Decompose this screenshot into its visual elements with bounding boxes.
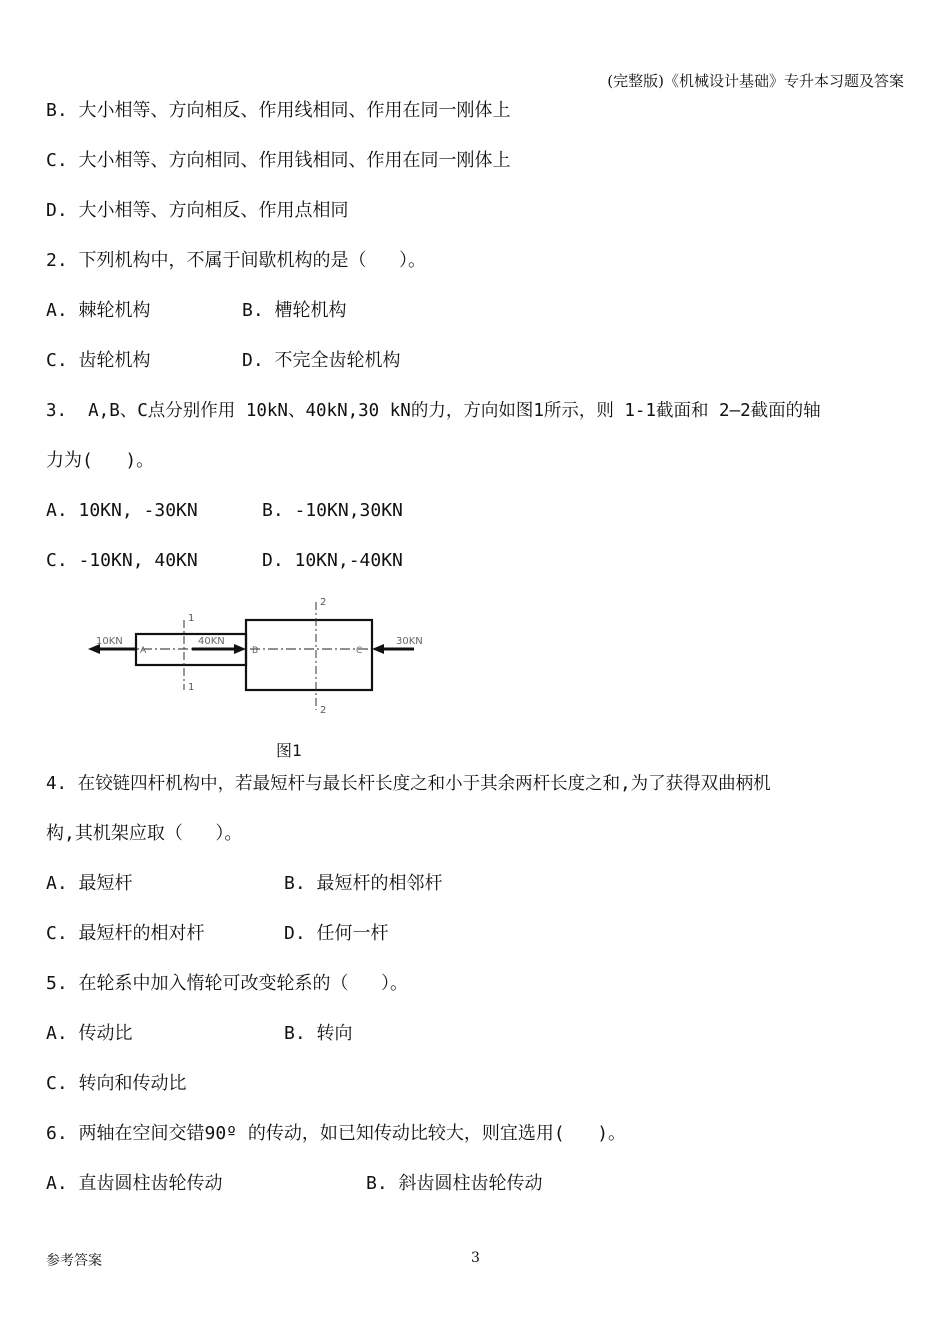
q6-stem: 6. 两轴在空间交错90º 的传动，如已知传动比较大，则宜选用( )。	[46, 1123, 627, 1144]
q1-option-b: B. 大小相等、方向相反、作用线相同、作用在同一刚体上	[46, 100, 511, 121]
section-2-label-bottom: 2	[320, 705, 327, 716]
q2-option-c: C. 齿轮机构	[46, 350, 151, 371]
q2-option-a: A. 棘轮机构	[46, 300, 151, 321]
q3-option-c: C. -10KN, 40KN	[46, 550, 198, 571]
q4-stem-line1: 4. 在铰链四杆机构中，若最短杆与最长杆长度之和小于其余两杆长度之和,为了获得双曲柄机	[46, 774, 771, 794]
force-arrowhead-mid	[234, 644, 246, 654]
q5-option-b: B. 转向	[284, 1023, 353, 1044]
figure-1-caption: 图1	[276, 741, 302, 760]
q4-option-d: D. 任何一杆	[284, 923, 389, 944]
point-label-b: B	[252, 646, 259, 656]
q4-option-b: B. 最短杆的相邻杆	[284, 873, 443, 894]
page-number: 3	[471, 1250, 480, 1266]
q4-option-a: A. 最短杆	[46, 873, 133, 894]
force-arrowhead-right	[372, 644, 384, 654]
q3-option-b: B. -10KN,30KN	[262, 500, 403, 521]
q1-option-d: D. 大小相等、方向相反、作用点相同	[46, 200, 349, 221]
figure-1-diagram	[84, 592, 444, 717]
q4-stem-line2: 构,其机架应取（ ）。	[46, 823, 243, 844]
section-1-label-bottom: 1	[188, 682, 195, 693]
q3-stem-line2: 力为( )。	[46, 450, 155, 471]
q3-stem-line1: 3. A,B、C点分别作用 10kN、40kN,30 kN的力，方向如图1所示，则 1-1截面和 2—2截面的轴	[46, 401, 821, 421]
q6-option-a: A. 直齿圆柱齿轮传动	[46, 1173, 223, 1194]
q5-option-c: C. 转向和传动比	[46, 1073, 187, 1094]
q3-option-d: D. 10KN,-40KN	[262, 550, 403, 571]
q5-option-a: A. 传动比	[46, 1023, 133, 1044]
q1-option-c: C. 大小相等、方向相同、作用钱相同、作用在同一刚体上	[46, 150, 511, 171]
footer-label: 参考答案	[46, 1253, 102, 1269]
force-label-left: 10KN	[96, 636, 123, 647]
q3-option-a: A. 10KN, -30KN	[46, 500, 198, 521]
section-1-label-top: 1	[188, 613, 195, 624]
q2-option-d: D. 不完全齿轮机构	[242, 350, 401, 371]
point-label-a: A	[140, 646, 147, 656]
q2-option-b: B. 槽轮机构	[242, 300, 347, 321]
shaft-large-segment	[246, 620, 372, 690]
point-label-c: C	[356, 646, 363, 656]
q5-stem: 5. 在轮系中加入惰轮可改变轮系的（ ）。	[46, 973, 409, 994]
section-2-label-top: 2	[320, 597, 327, 608]
q4-option-c: C. 最短杆的相对杆	[46, 923, 205, 944]
q2-stem: 2. 下列机构中，不属于间歇机构的是（ ）。	[46, 250, 427, 271]
force-label-mid: 40KN	[198, 636, 225, 647]
page-header: (完整版)《机械设计基础》专升本习题及答案	[607, 72, 904, 90]
q6-option-b: B. 斜齿圆柱齿轮传动	[366, 1173, 543, 1194]
force-label-right: 30KN	[396, 636, 423, 647]
